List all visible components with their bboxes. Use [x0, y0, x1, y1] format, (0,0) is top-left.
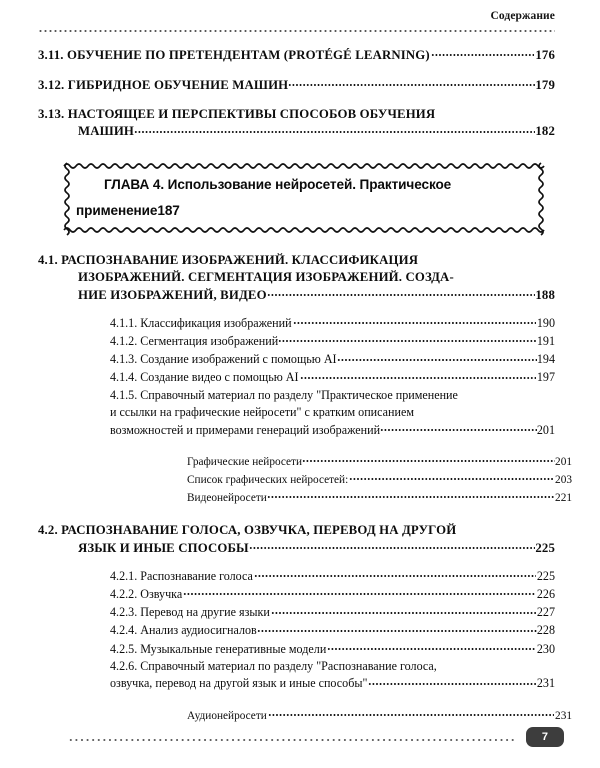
- leader-dots: [249, 539, 536, 552]
- leader-dots: [368, 675, 535, 687]
- toc-entry-4-2-5-label: 4.2.5. Музыкальные генеративные модели: [110, 641, 327, 656]
- leader-dots: [134, 123, 535, 136]
- toc-entry-4-2-2[interactable]: [110, 585, 555, 603]
- toc-entry-4-2-4-label: 4.2.4. Анализ аудиосигналов: [110, 623, 257, 638]
- toc-entry-4-1-5[interactable]: [110, 387, 555, 439]
- toc-entry-4-2-6-line1: 4.2.6. Справочный материал по разделу "Распознавание голоса,: [110, 658, 437, 673]
- toc-entry-4-2-3-page: 227: [536, 605, 555, 620]
- toc-entry-4-1-line3: НИЕ ИЗОБРАЖЕНИЙ, ВИДЕО: [78, 287, 267, 302]
- leader-dots: [271, 604, 536, 616]
- toc-entry-4-2-3[interactable]: [110, 603, 555, 621]
- toc-entry-4-2-6-page: 231: [536, 676, 555, 691]
- running-head-rule: [38, 30, 555, 32]
- toc-entry-4-1-5-page: 201: [536, 422, 555, 437]
- leader-dots: [288, 76, 535, 89]
- running-head: [38, 10, 555, 34]
- leader-dots: [254, 568, 536, 580]
- toc-entry-video-nets-label: Видеонейросети: [187, 491, 267, 504]
- chapter-4-title-line1: ГЛАВА 4. Использование нейросетей. Практическое: [104, 177, 452, 192]
- toc-entry-4-1-1-label: 4.1.1. Классификация изображений: [110, 315, 292, 330]
- toc-entry-4-1-1[interactable]: [110, 314, 555, 332]
- running-head-title: Содержание: [490, 10, 555, 22]
- toc-entry-3-11-label: 3.11. ОБУЧЕНИЕ ПО ПРЕТЕНДЕНТАМ (PROTÉGÉ LEARNING): [38, 47, 430, 62]
- leader-dots: [302, 454, 555, 465]
- toc-entry-4-1-page: 188: [535, 287, 555, 302]
- toc-entry-graphic-nets-page: 201: [555, 455, 572, 468]
- toc-entry-4-2-4[interactable]: [110, 621, 555, 639]
- toc-entry-3-13[interactable]: [38, 106, 555, 141]
- toc-entry-4-1-2[interactable]: [110, 332, 555, 350]
- toc-entry-graphic-nets-list-label: Список графических нейросетей:: [187, 473, 349, 486]
- toc-entry-4-2[interactable]: [38, 522, 555, 557]
- toc-entry-4-2-1-page: 225: [536, 568, 555, 583]
- toc-entry-4-1-5-line3: возможностей и примерами генераций изображений: [110, 422, 381, 437]
- toc-entry-4-2-1[interactable]: [110, 567, 555, 585]
- toc-entry-4-1-1-page: 190: [536, 315, 555, 330]
- chapter-4-page: 187: [157, 203, 180, 218]
- leader-dots: [380, 421, 537, 433]
- toc-entry-4-1-4-label: 4.1.4. Создание видео с помощью AI: [110, 370, 299, 385]
- toc-entry-3-11[interactable]: [38, 46, 555, 64]
- leader-dots: [278, 333, 537, 345]
- toc-entry-4-2-3-label: 4.2.3. Перевод на другие языки: [110, 605, 270, 620]
- toc-entry-graphic-nets-list-page: 203: [555, 473, 572, 486]
- toc-entry-video-nets[interactable]: [187, 489, 572, 507]
- toc-entry-3-11-page: 176: [535, 47, 555, 62]
- toc-entry-4-2-line1: 4.2. РАСПОЗНАВАНИЕ ГОЛОСА, ОЗВУЧКА, ПЕРЕВОД НА ДРУГОЙ: [38, 523, 457, 537]
- toc-entry-4-1-3-label: 4.1.3. Создание изображений с помощью AI: [110, 352, 337, 367]
- toc-entry-3-13-line1: 3.13. НАСТОЯЩЕЕ И ПЕРСПЕКТИВЫ СПОСОБОВ ОБУЧЕНИЯ: [38, 106, 436, 121]
- leader-dots: [268, 707, 554, 718]
- toc-entry-4-1-2-page: 191: [536, 334, 555, 348]
- toc-entry-3-12-page: 179: [535, 77, 555, 92]
- toc-entry-4-1-2-label: 4.1.2. Сегментация изображений: [110, 334, 279, 348]
- toc-entry-4-2-line2: ЯЗЫК И ИНЫЕ СПОСОБЫ: [78, 540, 249, 555]
- toc-entry-4-1-5-line1: 4.1.5. Справочный материал по разделу "Практическое применение: [110, 387, 458, 402]
- page-number-badge: 7: [526, 727, 564, 747]
- toc-entry-3-12[interactable]: [38, 76, 555, 94]
- toc-body: [0, 34, 600, 140]
- leader-dots: [267, 490, 555, 501]
- toc-entry-4-1-line2: ИЗОБРАЖЕНИЙ. СЕГМЕНТАЦИЯ ИЗОБРАЖЕНИЙ. СОЗДА-: [78, 270, 454, 284]
- toc-entry-4-1-3-page: 194: [536, 352, 555, 367]
- toc-entry-3-13-page: 182: [535, 124, 555, 139]
- section-4-1-block: [0, 252, 600, 507]
- leader-dots: [257, 622, 537, 634]
- leader-dots: [349, 472, 554, 483]
- toc-entry-4-2-5-page: 230: [536, 641, 555, 656]
- leader-dots: [431, 46, 535, 59]
- toc-entry-4-2-2-label: 4.2.2. Озвучка: [110, 587, 183, 601]
- toc-entry-4-2-5[interactable]: [110, 640, 555, 658]
- toc-entry-4-2-4-page: 228: [536, 623, 555, 638]
- leader-dots: [300, 369, 536, 381]
- page-footer: [68, 730, 572, 750]
- toc-entry-audio-nets-label: Аудионейросети: [187, 709, 267, 722]
- leader-dots: [293, 315, 536, 327]
- toc-entry-graphic-nets[interactable]: [187, 453, 572, 471]
- toc-entry-4-2-6[interactable]: [110, 658, 555, 693]
- leader-dots: [183, 586, 536, 598]
- toc-entry-4-1-4[interactable]: [110, 368, 555, 386]
- toc-entry-4-1-3[interactable]: [110, 350, 555, 368]
- footer-rule: [68, 739, 514, 741]
- toc-entry-4-1-4-page: 197: [536, 370, 555, 385]
- chapter-4-box[interactable]: [62, 160, 546, 236]
- chapter-4-title-line2: применение: [76, 203, 158, 218]
- toc-entry-graphic-nets-list[interactable]: [187, 471, 572, 489]
- toc-entry-4-2-2-page: 226: [536, 587, 555, 601]
- toc-entry-3-13-line2: МАШИН: [78, 124, 135, 139]
- toc-entry-graphic-nets-label: Графические нейросети: [187, 455, 303, 468]
- toc-entry-3-12-label: 3.12. ГИБРИДНОЕ ОБУЧЕНИЕ МАШИН: [38, 77, 289, 92]
- toc-entry-4-1[interactable]: [38, 252, 555, 304]
- leader-dots: [327, 641, 536, 653]
- toc-entry-4-1-5-line2: и ссылки на графические нейросети" с кратким описанием: [110, 405, 414, 420]
- section-4-2-block: [0, 522, 600, 725]
- leader-dots: [267, 286, 536, 299]
- toc-entry-4-2-6-line2: озвучка, перевод на другой язык и иные способы": [110, 676, 368, 691]
- toc-entry-audio-nets-page: 231: [555, 709, 572, 722]
- toc-entry-4-2-1-label: 4.2.1. Распознавание голоса: [110, 568, 253, 583]
- toc-entry-4-1-line1: 4.1. РАСПОЗНАВАНИЕ ИЗОБРАЖЕНИЙ. КЛАССИФИКАЦИЯ: [38, 253, 419, 267]
- toc-entry-video-nets-page: 221: [555, 491, 572, 504]
- toc-entry-4-2-page: 225: [535, 540, 555, 555]
- toc-entry-audio-nets[interactable]: [187, 707, 572, 725]
- leader-dots: [337, 351, 537, 363]
